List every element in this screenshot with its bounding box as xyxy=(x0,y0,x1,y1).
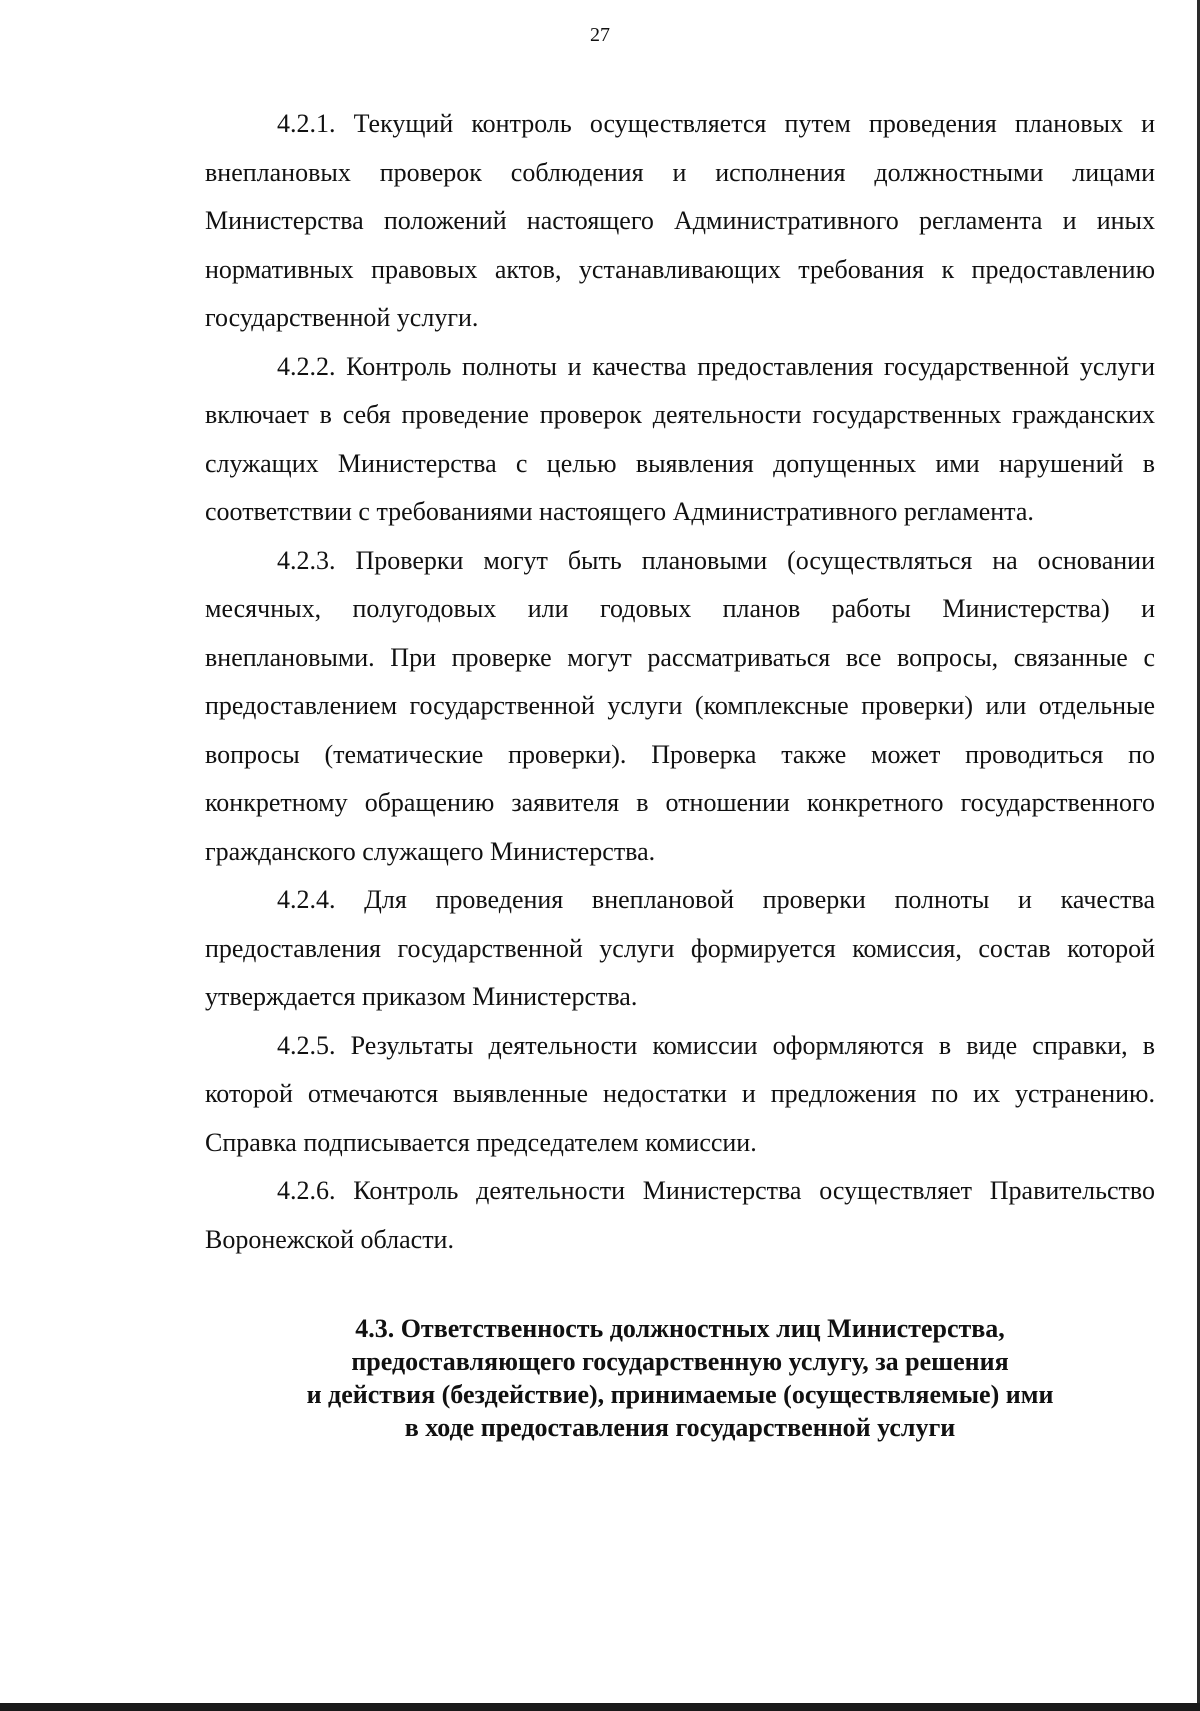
paragraph-4-2-6: 4.2.6. Контроль деятельности Министерства осуществляет Правительство Воронежской области. xyxy=(205,1176,1155,1254)
heading-line: 4.3. Ответственность должностных лиц Министерства, xyxy=(355,1314,1005,1343)
paragraph-4-2-3: 4.2.3. Проверки могут быть плановыми (осуществляться на основании месячных, полугодовых или годовых планов работы Министерства) и внеплановыми. При проверке могут рассматриваться все вопросы, связанные с предоставлением государственной услуги (комплексные проверки) или отдельные вопросы (тематические проверки). Проверка также может проводиться по конкретному обращению заявителя в отношении конкретного государственного гражданского служащего Министерства. xyxy=(205,545,1155,866)
section-heading-4-3 xyxy=(205,1312,1155,1444)
page-number: 27 xyxy=(590,24,610,46)
paragraph-4-2-1: 4.2.1. Текущий контроль осуществляется путем проведения плановых и внеплановых проверок соблюдения и исполнения должностными лицами Министерства положений настоящего Административного регламента и иных нормативных правовых актов, устанавливающих требования к предоставлению государственной услуги. xyxy=(205,109,1155,332)
paragraph-4-2-5: 4.2.5. Результаты деятельности комиссии оформляются в виде справки, в которой отмечаются выявленные недостатки и предложения по их устранению. Справка подписывается председателем комиссии. xyxy=(205,1030,1155,1157)
paragraph-4-2-2: 4.2.2. Контроль полноты и качества предоставления государственной услуги включает в себя проведение проверок деятельности государственных гражданских служащих Министерства с целью выявления допущенных ими нарушений в соответствии с требованиями настоящего Административного регламента. xyxy=(205,351,1155,526)
heading-line: в ходе предоставления государственной услуги xyxy=(404,1413,956,1442)
paragraph-4-2-4: 4.2.4. Для проведения внеплановой проверки полноты и качества предоставления государственной услуги формируется комиссия, состав которой утверждается приказом Министерства. xyxy=(205,885,1155,1011)
document-body xyxy=(205,100,1155,1444)
heading-line: предоставляющего государственную услугу, за решения xyxy=(351,1347,1009,1376)
heading-line: и действия (бездействие), принимаемые (осуществляемые) ими xyxy=(306,1380,1054,1409)
scan-edge-bottom xyxy=(0,1703,1200,1711)
